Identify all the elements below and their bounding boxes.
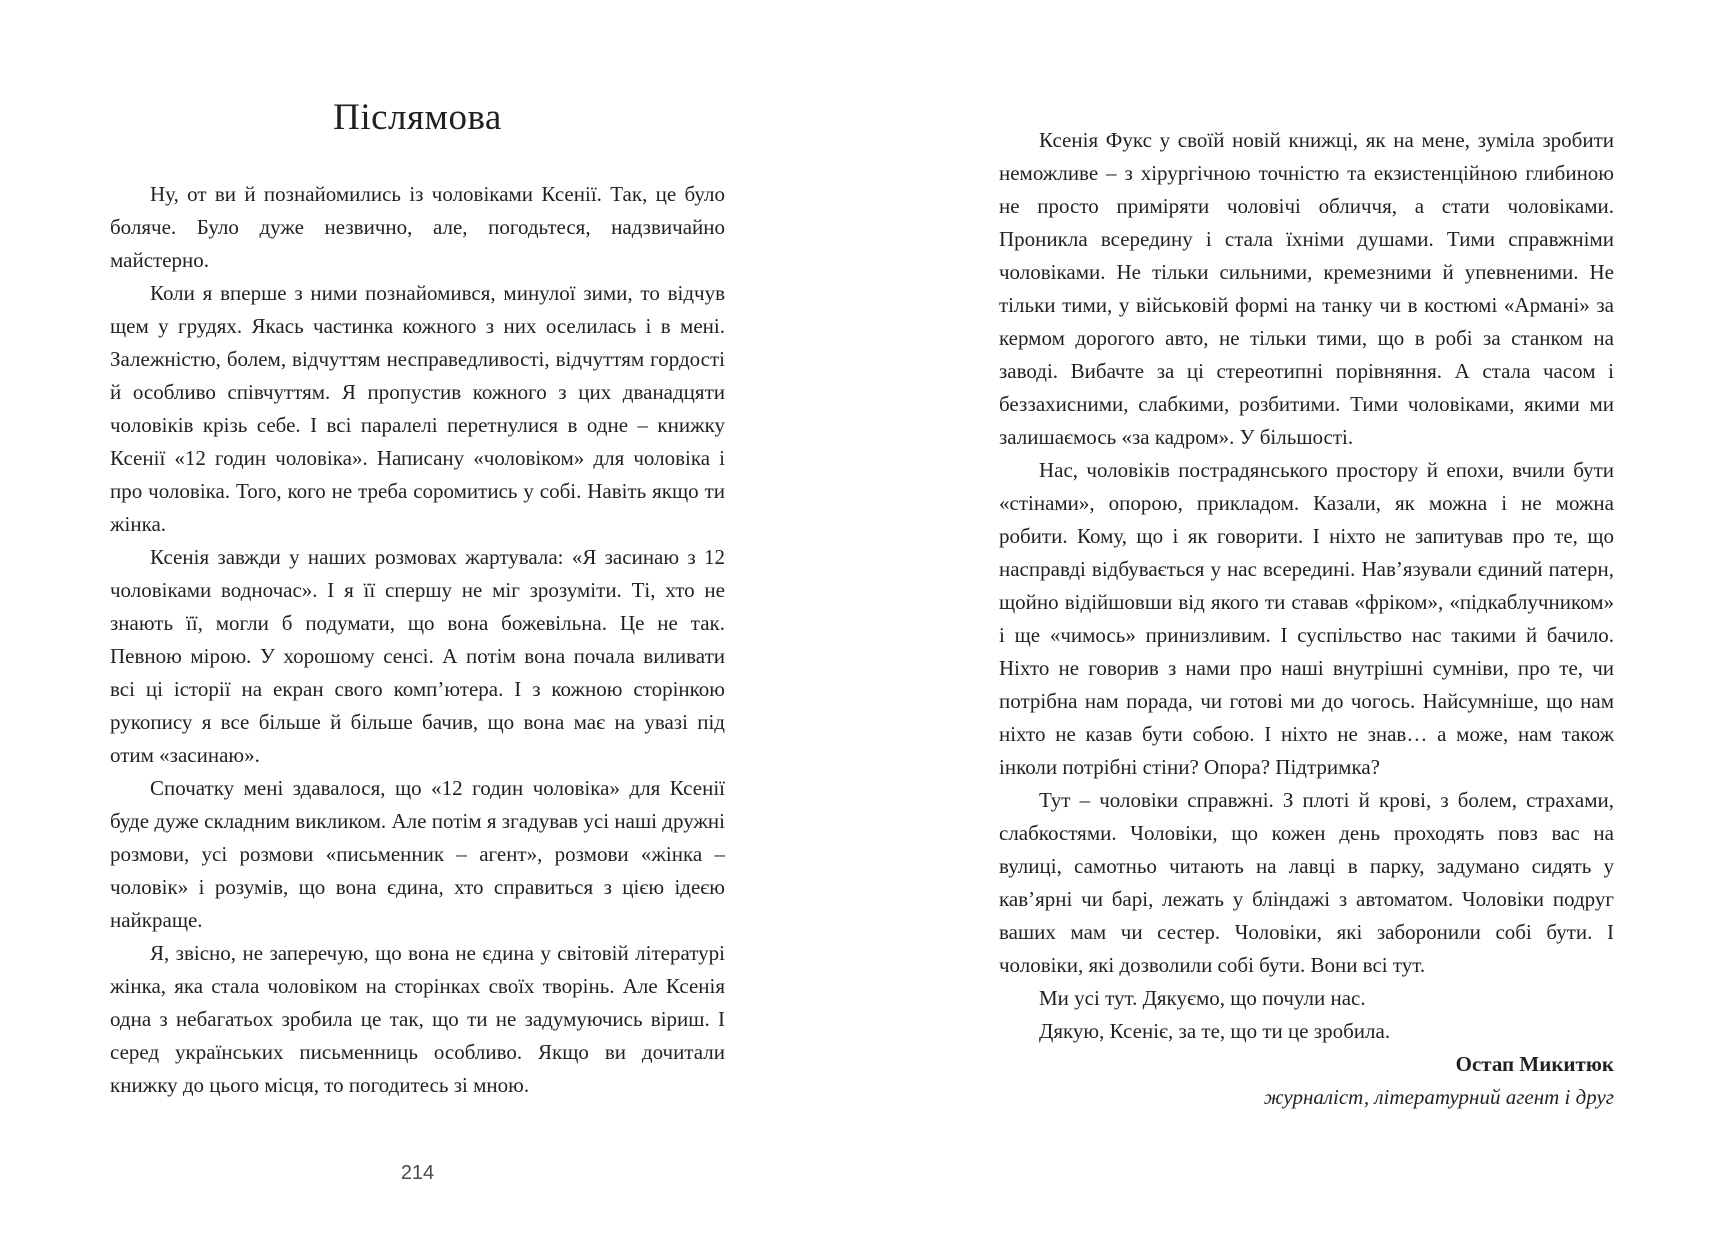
left-page-body [110,178,725,1102]
page-number: 214 [400,1162,435,1184]
paragraph: Дякую, Ксеніє, за те, що ти це зробила. [1039,1019,1391,1043]
paragraph: Я, звісно, не заперечую, що вона не єдина у світовій літературі жінка, яка стала чоловіком на сторінках своїх творінь. Але Ксенія одна з небагатьох зробила це так, що ти не задумуючись віриш. І серед українських письменниць особливо. Якщо ви дочитали книжку до цього місця, то погодитесь зі мною. [110,941,725,1097]
paragraph: Коли я вперше з ними познайомився, минулої зими, то відчув щем у грудях. Якась частинка кожного з них оселилась і в мені. Залежністю, болем, відчуттям несправедливості, відчуттям гордості й особливо співчуттям. Я пропустив кожного з цих дванадцяти чоловіків крізь себе. І всі паралелі перетнулися в одне – книжку Ксенії «12 годин чоловіка». Написану «чоловіком» для чоловіка і про чоловіка. Того, кого не треба соромитись у собі. Навіть якщо ти жінка. [110,281,725,536]
author-role: журналіст, літературний агент і друг [1263,1085,1614,1109]
right-page-body [999,124,1614,1114]
right-page [999,0,1614,1258]
paragraph: Ксенія Фукс у своїй новій книжці, як на мене, зуміла зробити неможливе – з хірургічною точністю та екзистенційною глибиною не просто приміряти чоловічі обличчя, а стати чоловіками. Проникла всередину і стала їхніми душами. Тими справжніми чоловіками. Не тільки сильними, кремезними й упевненими. Не тільки тими, у військовій формі на танку чи в костюмі «Армані» за кермом дорогого авто, не тільки тими, що в робі за станком на заводі. Вибачте за ці стереотипні порівняння. А стала часом і беззахисними, слабкими, розбитими. Тими чоловіками, якими ми залишаємось «за кадром». У більшості. [999,128,1614,449]
paragraph: Ксенія завжди у наших розмовах жартувала: «Я засинаю з 12 чоловіками водночас». І я її спершу не міг зрозуміти. Ті, хто не знають її, могли б подумати, що вона божевільна. Це не так. Певною мірою. У хорошому сенсі. А потім вона почала виливати всі ці історії на екран свого комп’ютера. І з кожною сторінкою рукопису я все більше й більше бачив, що вона має на увазі під отим «засинаю». [110,545,725,767]
paragraph: Ну, от ви й познайомились із чоловіками Ксенії. Так, це було боляче. Було дуже незвично, але, погодьтеся, надзвичайно майстерно. [110,182,725,272]
chapter-title: Післямова [333,97,502,138]
paragraph: Ми усі тут. Дякуємо, що почули нас. [1039,986,1366,1010]
left-page [110,0,725,1258]
author-signature: Остап Микитюк [1455,1052,1614,1076]
paragraph: Тут – чоловіки справжні. З плоті й крові, з болем, страхами, слабкостями. Чоловіки, що кожен день проходять повз вас на вулиці, самотньо читають на лавці в парку, задумано сидять у кав’ярні чи барі, лежать у бліндажі з автоматом. Чоловіки подруг ваших мам чи сестер. Чоловіки, які заборонили собі бути. І чоловіки, які дозволили собі бути. Вони всі тут. [999,788,1614,977]
paragraph: Нас, чоловіків пострадянського простору й епохи, вчили бути «стінами», опорою, прикладом. Казали, як можна і не можна робити. Кому, що і як говорити. І ніхто не запитував про те, що насправді відбувається у нас всередині. Нав’язували єдиний патерн, щойно відійшовши від якого ти ставав «фріком», «підкаблучником» і ще «чимось» принизливим. І суспільство нас такими й бачило. Ніхто не говорив з нами про наші внутрішні сумніви, про те, чи потрібна нам порада, чи готові ми до чогось. Найсумніше, що нам ніхто не казав бути собою. І ніхто не знав… а може, нам також інколи потрібні стіни? Опора? Підтримка? [999,458,1614,779]
paragraph: Спочатку мені здавалося, що «12 годин чоловіка» для Ксенії буде дуже складним викликом. Але потім я згадував усі наші дружні розмови, усі розмови «письменник – агент», розмови «жінка – чоловік» і розумів, що вона єдина, хто справиться з цією ідеєю найкраще. [110,776,725,932]
